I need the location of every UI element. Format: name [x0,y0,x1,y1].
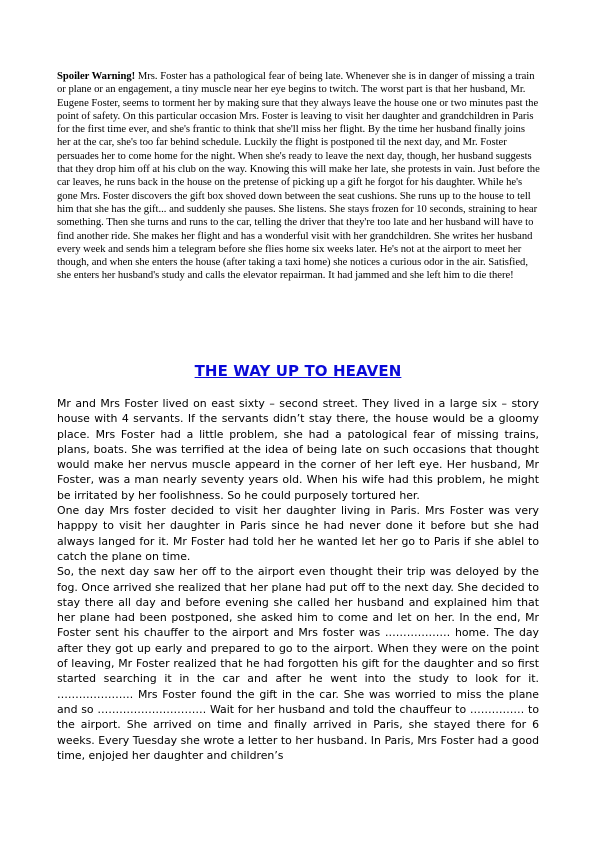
spoiler-summary [57,70,541,283]
story-paragraph-1: Mr and Mrs Foster lived on east sixty – second street. They lived in a large six – story house with 4 servants. If the servants didn’t stay there, the house would be a gloomy place. Mrs Foster had a little problem, she had a patological fear of missing trains, plans, boats. She was terrified at the idea of being late on such occasions that thought would make her nervus muscle appeard in the corner of her left eye. Her husband, Mr Foster, was a man nearly seventy years old. When his wife had this problem, he might be irritated by her foolishness. So he could purposely tortured her. [57,397,539,502]
story-title: THE WAY UP TO HEAVEN [194,362,402,380]
spoiler-text: Mrs. Foster has a pathological fear of being late. Whenever she is in danger of missing a train or plane or an engagement, a tiny muscle near her eye begins to twitch. The worst part is that her husband, Mr. Eugene Foster, seems to torment her by making sure that they always leave the house one or two minutes past the point of safety. On this particular occasion Mrs. Foster is leaving to visit her daughter and grandchildren in Paris for the first time ever, and she's frantic to think that she'll miss her flight. By the time her husband finally joins her at the car, she's too far behind schedule. Luckily the flight is postponed til the next day, and Mr. Foster persuades her to come home for the night. When she's ready to leave the next day, though, her husband suggests that they drop him off at his club on the way. Knowing this will make her late, she protests in vain. Just before the car leaves, he runs back in the house on the pretense of picking up a gift he forgot for his daughter. While he's gone Mrs. Foster discovers the gift box shoved down between the seat cushions. She runs up to the house to tell him that she has the gift... and suddenly she pauses. She listens. She stays frozen for 10 seconds, straining to hear something. Then she turns and runs to the car, telling the driver that they're too late and her husband will have to find another ride. She makes her flight and has a wonderful visit with her grandchildren. She writes her husband every week and sends him a telegram before she flies home six weeks later. He's not at the airport to meet her though, and when she enters the house (after taking a taxi home) she notices a curious odor in the air. Satisfied, she enters her husband's study and calls the elevator repairman. It had jammed and she left him to die there! [57,71,540,282]
story-body [57,396,539,763]
spoiler-label: Spoiler Warning! [57,71,136,82]
story-paragraph-3: So, the next day saw her off to the airport even thought their trip was deloyed by the fog. Once arrived she realized that her plane had put off to the next day. She decided to stay there all day and before evening she called her husband and explained him that her plane had been postponed, she asked him to come and let on her. In the end, Mr Foster sent his chauffer to the airport and Mrs foster was ……………… home. The day after they got up early and prepared to go to the airport. When they were on the point of leaving, Mr Foster realized that he had forgotten his gift for the daughter and so first started searching it in the car and after he went into the study to look for it. ………………… Mrs Foster found the gift in the car. She was worried to miss the plane and so ………………………… Wait for her husband and told the chauffeur to …………… to the airport. She arrived on time and finally arrived in Paris, she stayed there for 6 weeks. Every Tuesday she wrote a letter to her husband. In Paris, Mrs Foster had a good time, enjojed her daughter and children’s [57,565,539,762]
story-paragraph-2: One day Mrs foster decided to visit her daughter living in Paris. Mrs Foster was very happpy to visit her daughter in Paris since he had never done it before but she had always langed for it. Mr Foster had told her he wanted let her go to Paris if she ablel to catch the plane on time. [57,504,539,563]
